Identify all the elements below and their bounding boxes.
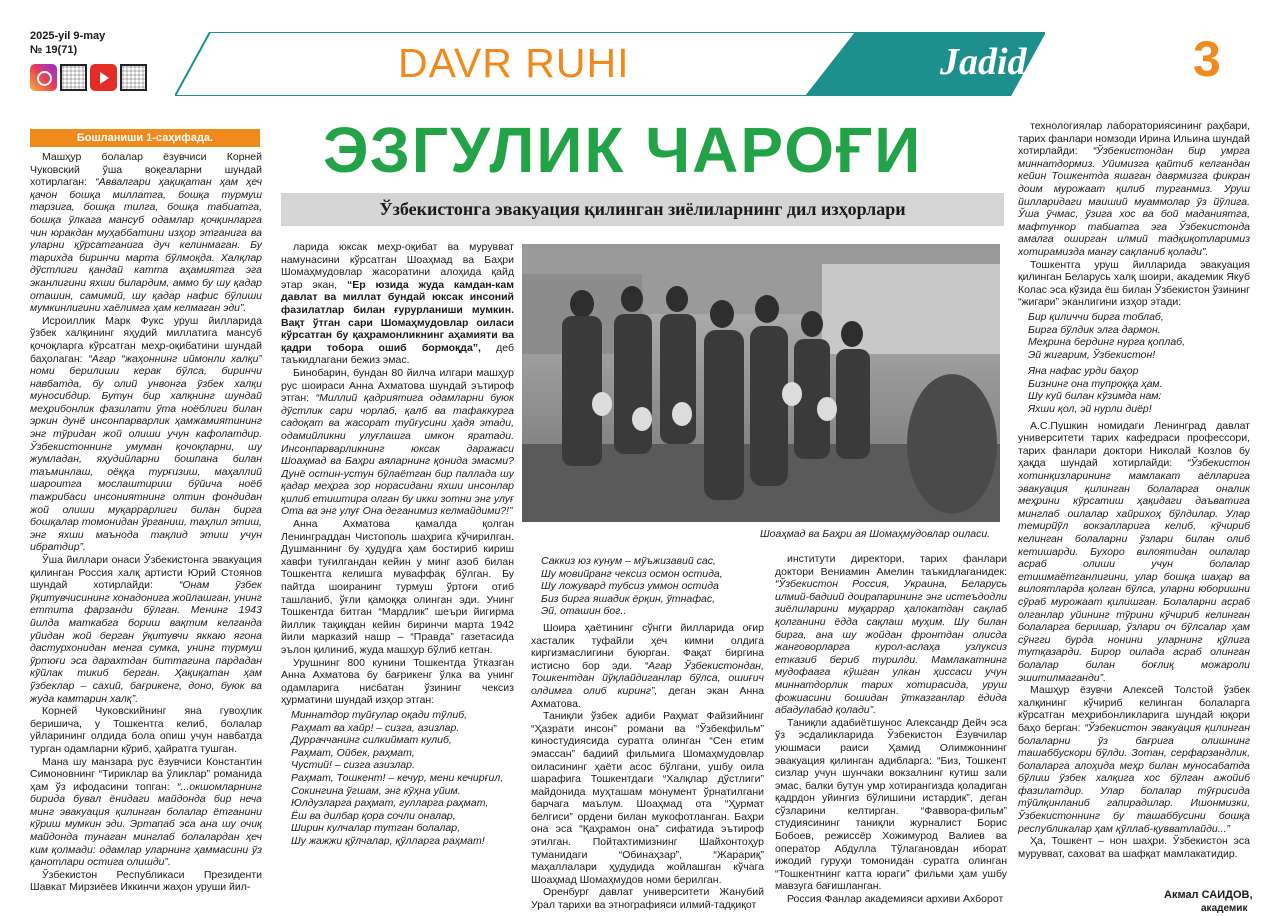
masthead — [0, 0, 1280, 122]
paragraph-text: Корней Чуковскийнинг яна гувоҳлик беришича, у Тошкентга келиб, болалар уйларининг олдида бола опиш учун навбатда турган одамларни кўриб, ҳайратга тушган. — [30, 705, 262, 755]
paragraph — [30, 554, 262, 705]
quote-text: “Ўзбекистон хотинқизларининг мамлакат аёлларига эвакуация қилинган болаларга оналик меҳрини кўрсатиш ҳақидаги даъватига минглаб оилалар хайрихоҳ бўлдилар. Улар темирйўл вокзалларига келиб, кўчириб келинган болаларни ўзлари билан олиб кетишарди. Бухоро вилоятидан оилалар асраб олиши учун болалар етишмаётганлигини, улар бошқа шаҳар ва вилоятларда қолган бўлса, уларни юборишни сўраб мурожаат қилишган. Болаларни асраб олганлар уйининг тўрини кўчириб келинган болаларга беришар, ўзлари оч бўлсалар ҳам сўнгги бурда нонини уларнинг қўлига тутқазарди. Бирор оилада асраб олинган болалар билан боғлиқ можароли эшитилмаганди”. — [1018, 457, 1250, 684]
poem-line: Шу куй билан кўзимда нам: — [1028, 390, 1162, 403]
youtube-icon[interactable] — [90, 64, 117, 91]
paragraph — [775, 553, 1007, 717]
poem-line: Биз бирга яшадик ёрқин, ўтнафас, — [541, 592, 716, 605]
paragraph-text: Анна Ахматова қамалда қолган Ленинграддан Чистополь шаҳрига кўчирилган. Душманнинг бу ҳудудга ҳам бостириб кириш хавфи туғилгандан кейин у минг азоб билан Тошкентга келишга муваффақ бўлган. Бу пайтда шоиранинг турмуш ўртоғи отиб ташланиб, ўғли қамоққа олинган эди. Унинг Тошкентда битган “Мардлик” шеъри йигирма йиллик тақиқдан кейин биринчи марта 1942 йили марказий нашр – “Правда” газетасида эълон қилиниб, жуда машҳур бўлиб кетган. — [281, 518, 514, 656]
article-column-3 — [531, 553, 764, 913]
article-column-5 — [1018, 120, 1250, 892]
poem-verse — [531, 555, 764, 618]
paragraph-text: Ўзбекистон Республикаси Президенти Шавкат Мирзиёев Иккинчи жаҳон уруши йил- — [30, 868, 262, 894]
quote-text: “Ўзбекистон эвакуация қилинган болаларни ўз бағрига олишнинг ташаббускори бўлди. Зотан, серфарзандлик, болаларга алоҳида меҳр билан муносабатда бўлиш ўзбек халқига хос бўлган ажойиб фазилатдир. Улар болалар тўғрисида тўйлқинланиб гапирадилар. Ишонмизки, Ўзбекистоннинг бу ташаббусини бошқа республикалар ҳам қўллаб-қувватлайди...” — [1018, 721, 1250, 835]
paragraph-text: Ҳа, Тошкент – нон шаҳри. Ўзбекистон эса мурувват, саховат ва шафқат мамлакатидир. — [1018, 835, 1250, 860]
paragraph-text: ларида юксак меҳр-оқибат ва мурувват намунасини кўрсатган Шоаҳмад ва Баҳри Шомаҳмудовлар жасоратини алоҳида қайд этар экан, — [281, 241, 514, 291]
paragraph-text: Машҳур болалар ёзувчиси Корней Чуковский ўша воқеаларни шундай хотирлаган: — [30, 151, 262, 189]
poem-line: Бизнинг она тупроққа ҳам. — [1028, 377, 1163, 390]
paragraph — [1018, 835, 1250, 860]
poem-line: Чустий! – сизга азизлар. — [291, 759, 415, 772]
poem-line: Ширин кулчалар тутган болалар, — [291, 822, 460, 835]
poem-line: Эй, оташин бог.. — [541, 605, 627, 618]
poem-line: Бирга бўлдик элга дармон. — [1028, 323, 1161, 336]
poem-line: Ёш ва дилбар қора сочли оналар, — [291, 809, 456, 822]
subtitle: Ўзбекистонга эвакуация қилинган зиёлиларнинг дил изҳорлари — [379, 199, 906, 219]
paragraph — [30, 705, 262, 755]
paragraph — [531, 622, 764, 710]
article-column-4 — [775, 553, 1007, 913]
section-title: DAVR RUHI — [398, 40, 630, 86]
paragraph-text: Машҳур ёзувчи Алексей Толстой ўзбек халқининг кўчириб келинган болаларга кўрсатган меҳрибонликларига шундай юқори баҳо берган: — [1018, 684, 1250, 734]
page-number: 3 — [1193, 31, 1221, 87]
quote-text: “Ўзбекистон Россия, Украина, Беларусь илмий-бадиий доирапарининг энг истеъдодли зиёлиларини муқаррар ҳалокатдан сақлаб қолганини ёдда сақлаш муҳим. Шу билан бирга, ана шу жойдан фронтдан олисда жанговорларга курол-аслаҳа узлуксиз етказиб бериб турилди. Мамлакатнинг мудофаага кўшган улкан ҳиссаси учун миннатдорлик тарих хотирасида, уруш фожиасини бошидан ўтказганлар ёдида абадулабад қолади”. — [775, 578, 1007, 717]
poem-verse — [1018, 311, 1250, 361]
poem-verse — [1018, 365, 1250, 415]
quote-text: “...окшомларнинг бирида бувал ёнидаги майдонда бир неча минг эвакуация қилинган болалар ётганини кўриш мумкин эди. Эртапаб эса ана шу очиқ майдонда тунаган минглаб болалардан ҳеч ким қолмади: одамлар уларнинг ҳаммасини ўз қанотлари остига олишди”. — [30, 780, 262, 869]
poem-line: Шу жажжи қўлчалар, қўлларга раҳмат! — [291, 834, 485, 847]
paragraph-text: Тошкентга уруш йилларида эвакуация қилинган Беларусь халқ шоири, академик Якуб Колас эса кўзида ёш билан Ўзбекистон ўзининг “жигари” эканлигини изҳор этади: — [1018, 258, 1250, 309]
paragraph-text: технологиялар лабораториясининг раҳбари, тарих фанлари номзоди Ирина Ильина шундай хотирлайди: — [1018, 120, 1250, 158]
paragraph — [1018, 120, 1250, 259]
paragraph — [30, 315, 262, 554]
quote-text: “Онам ўзбек ўқитувчисининг хонадонига жойлашган, унинг еттита фарзанди бўлган. Менинг 1943 йилда маткабга бориш вақтим келганда уйидан жой берган ўқитувчи яккаю ягона дастурхонидан менга сумка, унинг турмуш ўртоғи эса дарахтдан биттагина пардадан кўйлак тикиб берган. Ҳақиқатан ҳам ўзбеклар – сахий, бағрикенг, доно, буюк ва жуда камтарин халқ”. — [30, 579, 262, 705]
poem-line: Дурраччанинг силкиймаm кулиб, — [291, 734, 452, 747]
quote-text: “Аввалгари ҳақиқатан ҳам ҳеч қачон бошқа миллатга, бошқа турмуш тарзига, бошқа тилга, бошқа табиатга, бошқа ўлкага мансуб одамлар қочқинларга чин юракдан муҳаббатини изҳор этганига ва уларни қўрсатганига дуч келинмаган. Бу тарихда биринчи марта бўлмоқда. Халқлар дўстлиги қандай катта аҳамиятга эга эканлигини яхши билардим, аммо бу шу қадар оташин, самимий, шу қадар нафис бўлиши мумкинлигини хаёлимга ҳам келмаган эди”. — [30, 176, 262, 315]
headline: ЭЗГУЛИК ЧАРОҒИ — [323, 114, 923, 186]
paragraph-text: Бинобарин, бундан 80 йилча илгари машҳур рус шоираси Анна Ахматова шундай эътироф этган: — [281, 366, 514, 405]
paragraph — [281, 241, 514, 367]
paragraph — [775, 717, 1007, 893]
issue-number: № 19(71) — [30, 44, 78, 56]
quote-text: “Миллий қадриятига одамларни буюк дўстлик сари чорлаб, қалб ва тафаккурга садоқат ва жасорат туйғусини ҳадя этади, одамийликни улуғлашга имкон яратади. Инсонпарварликнинг юксак даражаси Шоаҳмад ва Баҳри аяларнинг қонида эмасми? Дунё остин-устун бўлаётган бир паллада шу қадар меҳрга зор норасидани яхши инсонлар қилиб етиштира олган бу икки зотни энг улуғ Ота ва энг улуғ Она деганимиз келмайдими?!” — [281, 392, 514, 518]
poem-line: Меҳрина бердинг нурга қоплаб, — [1028, 336, 1185, 349]
paragraph — [30, 756, 262, 869]
poem-line: Яхши қол, эй нурли диёр! — [1028, 403, 1152, 416]
paragraph-text: деган экан Анна Ахматова. — [531, 684, 764, 710]
paragraph — [531, 886, 764, 911]
paragraph — [281, 518, 514, 657]
paragraph — [30, 869, 262, 894]
paragraph — [1018, 420, 1250, 684]
social-icons — [30, 64, 147, 91]
paragraph-text: Таниқли ўзбек адиби Раҳмат Файзийнинг “Ҳазрати инсон” романи ва “Ўзбекфильм” киностудиясида суратга олинган “Сен етим эмассан” бадиий фильмига Шомаҳмудовлар оиласининг ҳаёти асос бўлгани, ушбу оила шарафига Тошкентдаги “Халқлар дўстлиги” майдонида муҳташам монумент ўрнатилгани барчага маълум. Шоаҳмад ота “Ҳурмат белгиси” ордени билан мукофотланган. Баҳри она эса “Қаҳрамон она” сифатида эътироф этилган. Пойтахтимизнинг Шайхонтоҳур туманидаги “Обинаҳзар”, “Жарариқ” маҳаллалари ҳудудида жойлашган кўчага Шоаҳмад Шомаҳмудов номи берилган. — [531, 710, 764, 886]
brand-logo: Jadid — [940, 41, 1027, 83]
poem-line: Раҳмат ва хайр! – сизга, азизлар. — [291, 721, 460, 734]
qr-code-icon[interactable] — [120, 64, 147, 91]
paragraph-text: Исроиллик Марк Фукс уруш йилларида ўзбек халқининг яҳудий миллатига мансуб қочоқларга кўрсатган меҳр-оқибатини шундай баҳолаган: — [30, 314, 262, 365]
poem-line: Юлдузларга раҳмат, гулларга раҳмат, — [291, 797, 489, 810]
paragraph — [30, 151, 262, 315]
paragraph — [281, 657, 514, 707]
poem-line: Яна нафас урди баҳор — [1028, 365, 1139, 378]
paragraph-text: Мана шу манзара рус ёзувчиси Константин Симоновнинг “Тириклар ва ўликлар” романида ҳам ўз ифодасини топган: — [30, 755, 262, 793]
paragraph-text: Таниқли адабиётшунос Александр Дейч эса ўз эсдаликларида Ўзбекистон Ёзувчилар уюшмаси раиси Ҳамид Олимжоннинг эвакуация қилинган адибларга: “Биз, Тошкент сизлар учун шунчаки вокзалнинг кутиш зали эмас, балки бутун умр хотирангизда қоладиган қадрдон уйингиз бўлишини истардик”, деган сўзларини келтирган. “Фаввора-фильм” студиясининг таниқли журналист Борис Бобоев, режиссёр Хожимурод Валиев ва оператор Абдулла Тўлагановдан иборат ижодий гуруҳи томонидан суратга олинган “Тошкентнинг катта юраги” фильми ҳам ушбу мавзуга бағишланган. — [775, 716, 1007, 893]
paragraph-text: А.С.Пушкин номидаги Ленинград давлат университети тарих кафедраси профессори, тарих фанлари доктори Николай Козлов бу ҳақда шундай хотирлайди: — [1018, 419, 1250, 470]
poem-line: Сокингина ўгшам, энг кўҳна уйим. — [291, 784, 461, 797]
poem-line: Шу ложувард тубсиз уммон остида — [541, 580, 719, 593]
quote-text: “Агар Ўзбекистондан, Тошкентдан йўқлайдиганлар бўлса, ошиғич олдимга олиб киринг”, — [531, 659, 764, 697]
paragraph-text: Шоира ҳаётининг сўнгги йилларида оғир хасталик туфайли ҳеч кимни олдига киргизмаслигини буюрган. Фақат биргина истисно бор эди. — [531, 621, 764, 672]
poem-line: Раҳмат, Тошкент! – кечур, мени кечирғил, — [291, 771, 504, 784]
paragraph-text: деб таъкидлагани бежиз эмас. — [281, 341, 514, 367]
quote-text: “Ўзбекистондан бир умрга миннатдормиз. Уйимизга қайтиб келгандан кейин Тошкентда яшаган даврмизга фикран доим мурожаат қилиб турганмиз. Уруш йилларидаги маиший муаммолар ўз йўлига. Ўша ўчмас, ўзига хос ва бой маданиятга, мафтункор табиатга эга Ўзбекистонда амалга оширган илмий тадқиқотларимиз хотирамизда мангу сақланиб қолади”. — [1018, 145, 1250, 258]
poem-line: Эй жигарим, Ўзбекистон! — [1028, 348, 1156, 361]
paragraph — [281, 367, 514, 518]
photo-caption: Шоаҳмад ва Баҳри ая Шомаҳмудовлар оиласи. — [760, 528, 991, 540]
paragraph-text: Ўша йиллари онаси Ўзбекистонга эвакуация қилинган Россия халқ артисти Юрий Стоянов шундай хотирлайди: — [30, 554, 262, 592]
paragraph — [1018, 259, 1250, 309]
qr-code-icon[interactable] — [60, 64, 87, 91]
paragraph-text: Урушнинг 800 кунини Тошкентда ўтказган Анна Ахматова бу бағрикенг ўлка ва унинг одамларига нисбатан ўзининг чексиз ҳурматини шундай изҳор этган: — [281, 656, 514, 707]
article-column-1 — [30, 151, 262, 913]
instagram-icon[interactable] — [30, 64, 57, 91]
poem-line: Раҳмат, Ойбек, раҳмат, — [291, 746, 415, 759]
family-photo — [522, 244, 1000, 522]
poem-verse — [281, 709, 514, 848]
paragraph-text: Оренбург давлат университети Жанубий Урал тарихи ва этнографияси илмий-тадқиқот — [531, 886, 764, 912]
issue-date: 2025-yil 9-may — [30, 30, 106, 42]
author-title: академик — [1201, 903, 1248, 914]
quote-text: “Агар “жаҳоннинг иймонли халқи” номи берилиши керак бўлса, биринчи навбатда, бу олий унвонга ўзбек халқи муносибдир. Бутун бир халқнинг шундай меҳрибонлик фазилати ўта ноёблиги билан эркин дунё инсонпарварлик ҳамжамиятининг энг тўридан жой олиши учун кафолатдир. Ўзбекистоннинг умуман қочоқларни, шу жумладан, яҳудийларни бошпана билан таъминлаш, оёққа турғизиш, маҳаллий шароитга мослаштириш бўйича ноёб тажрибаси инсониятнинг олтин фондидан жой олиши муқаррарлиги билан бирга бошқалар томонидан ўрганиш, таҳлил этиш, энг яхши маънода тақлид этиш учун ибратдир”. — [30, 352, 262, 554]
poem-line: Бир қиличчи бирга тоблаб, — [1028, 310, 1164, 323]
article-column-2 — [281, 241, 514, 913]
paragraph-text: Россия Фанлар академияси архиви Ахборот — [787, 893, 1004, 906]
paragraph — [775, 893, 1007, 906]
bold-quote-text: “Ер юзида жуда камдан-кам давлат ва миллат бундай юксак инсоний фазилатлар билан ғурурланиши мумкин. Вақт ўтган сари Шомаҳмудовлар оиласи кўрсатган бу қаҳрамонликнинг аҳамияти ва қадри тобора ошиб бормоқда”, — [281, 278, 514, 354]
paragraph — [531, 710, 764, 886]
continued-label: Бошланиши 1-саҳифада. — [30, 129, 260, 147]
paragraph — [1018, 684, 1250, 835]
poem-line: Шу мовийранг чексиз осмон остида, — [541, 567, 723, 580]
paragraph-text: институти директори, тарих фанлари доктори Вениамин Амелин таъкидлаганидек: — [775, 553, 1007, 578]
poem-line: Миннатдор туйғулар оқади тўлиб, — [291, 708, 468, 721]
author-name: Акмал САИДОВ, — [1164, 889, 1253, 901]
poem-line: Саккиз юз кунум – мўъжизавий сас, — [541, 555, 716, 567]
